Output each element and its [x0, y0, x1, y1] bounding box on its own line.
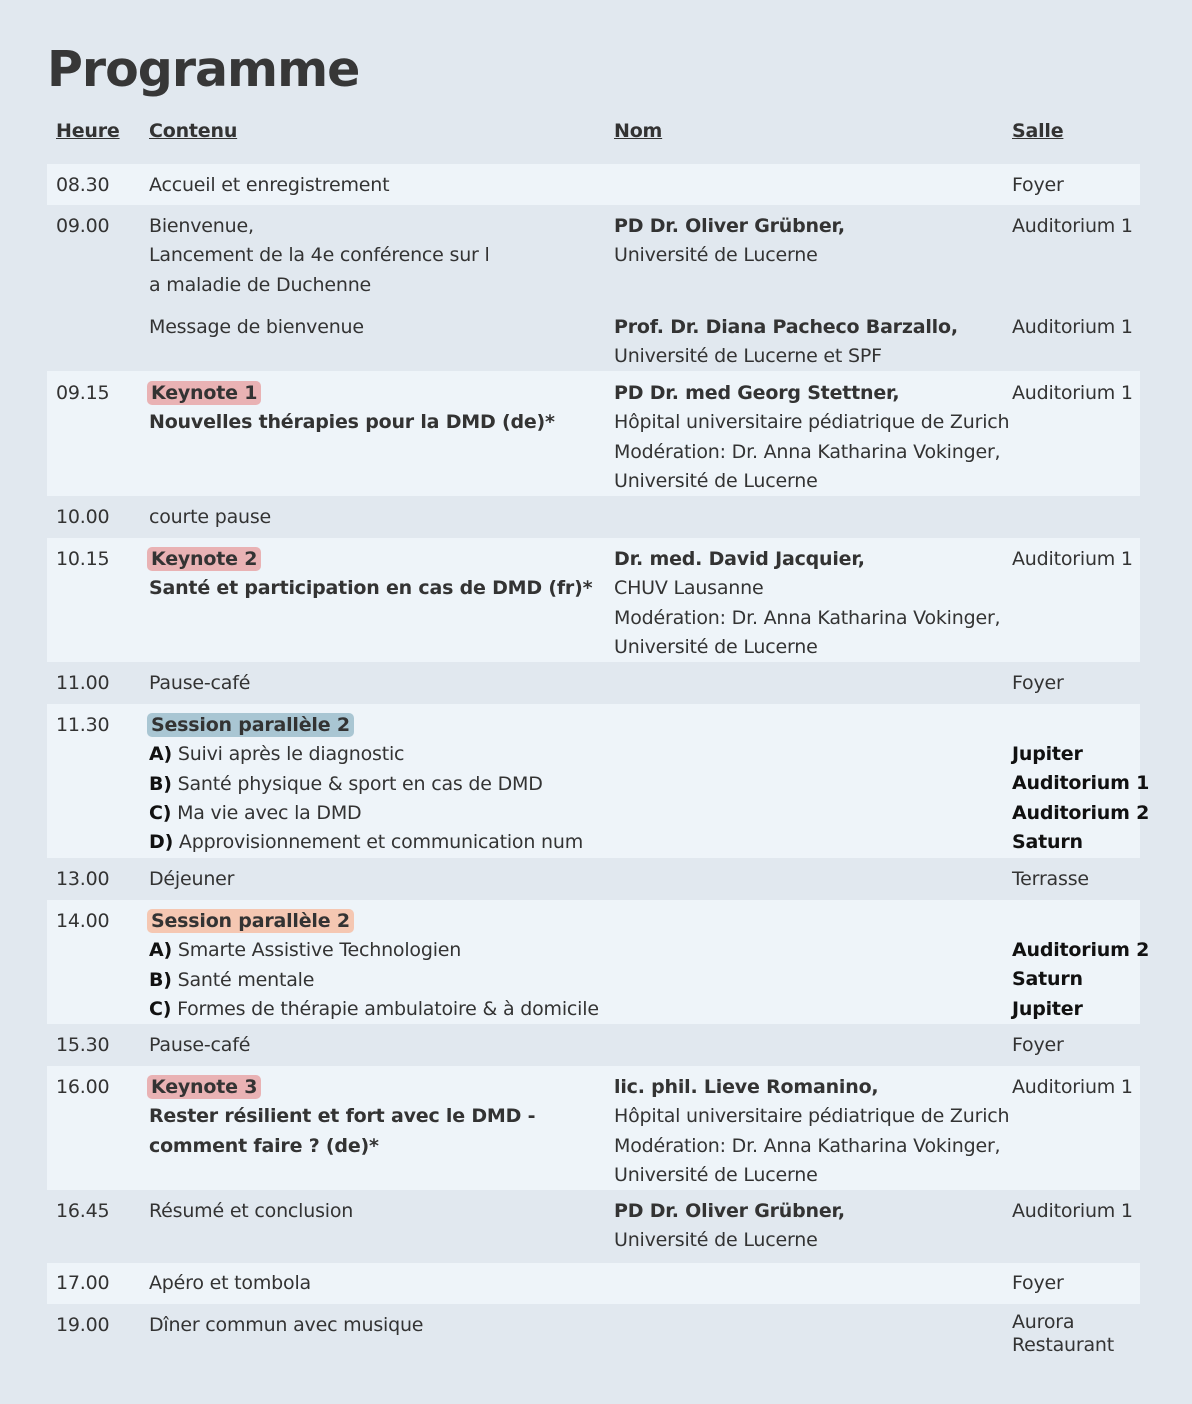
- table-row: [47, 205, 1140, 371]
- speaker: [614, 379, 1014, 496]
- speaker: [614, 1197, 1014, 1256]
- session-letter: C): [149, 801, 172, 824]
- content: courte pause: [149, 506, 272, 528]
- session-item: [149, 828, 589, 857]
- speaker-affiliation: Hôpital universitaire pédiatrique de Zurich: [614, 411, 1010, 434]
- session-letter: B): [149, 968, 172, 991]
- content: Apéro et tombola: [149, 1272, 311, 1294]
- talk-title: Nouvelles thérapies pour la DMD (de)*: [149, 411, 555, 434]
- content-line: Lancement de la 4e conférence sur l: [149, 244, 490, 267]
- content: [149, 711, 589, 857]
- table-row: [47, 900, 1150, 1024]
- session-letter: C): [149, 997, 172, 1020]
- table-row: [47, 1024, 1140, 1066]
- moderation: Modération: Dr. Anna Katharina Vokinger,: [614, 606, 1001, 629]
- table-row: [47, 662, 1140, 704]
- content: Déjeuner: [149, 868, 235, 890]
- session-topic: Suivi après le diagnostic: [177, 743, 405, 766]
- room: Terrasse: [1012, 868, 1089, 890]
- session-badge: Session parallèle 2: [147, 909, 354, 933]
- room: Auditorium 1: [1012, 316, 1133, 338]
- time: 14.00: [56, 910, 110, 932]
- speaker-name: PD Dr. Oliver Grübner,: [614, 1200, 845, 1222]
- table-row: [47, 164, 1140, 205]
- session-item: [149, 740, 589, 769]
- session-room: Auditorium 1: [1012, 772, 1150, 795]
- room: Foyer: [1012, 1034, 1064, 1056]
- session-letter: A): [149, 939, 172, 962]
- session-letter: A): [149, 743, 172, 766]
- time: 10.00: [56, 506, 110, 528]
- talk-title: Rester résilient et fort avec le DMD -: [149, 1105, 536, 1128]
- content: Résumé et conclusion: [149, 1200, 354, 1222]
- time: 11.00: [56, 672, 110, 694]
- moderation: Modération: Dr. Anna Katharina Vokinger,: [614, 1134, 1001, 1157]
- content-line: a maladie de Duchenne: [149, 273, 372, 296]
- time: 11.30: [56, 714, 110, 736]
- room: Foyer: [1012, 672, 1064, 694]
- speaker-affiliation: Hôpital universitaire pédiatrique de Zurich: [614, 1105, 1010, 1128]
- content: [149, 545, 593, 604]
- time: 16.45: [56, 1200, 110, 1222]
- session-topic: Ma vie avec la DMD: [177, 801, 362, 824]
- room: Auditorium 1: [1012, 548, 1133, 570]
- session-item: [149, 995, 599, 1024]
- table-row: [47, 1263, 1140, 1304]
- speaker-affiliation: CHUV Lausanne: [614, 577, 764, 600]
- speaker: [614, 1073, 1014, 1190]
- session-room: Jupiter: [1012, 997, 1083, 1020]
- speaker: [614, 313, 1014, 372]
- session-letter: D): [149, 831, 174, 854]
- session-room: Auditorium 2: [1012, 801, 1150, 824]
- speaker-affiliation: Université de Lucerne: [614, 1229, 818, 1252]
- content: [149, 379, 589, 438]
- table-row: [47, 858, 1140, 900]
- header-nom: Nom: [614, 120, 663, 142]
- room: Foyer: [1012, 1272, 1064, 1294]
- moderation: Modération: Dr. Anna Katharina Vokinger,: [614, 440, 1001, 463]
- table-row: [47, 1066, 1140, 1190]
- session-item: [149, 770, 589, 799]
- speaker-name: Dr. med. David Jacquier,: [614, 548, 865, 570]
- table-row: [47, 704, 1150, 858]
- content: Dîner commun avec musique: [149, 1314, 424, 1336]
- session-room: Auditorium 2: [1012, 939, 1150, 961]
- content: [149, 907, 599, 1024]
- room: Auditorium 1: [1012, 1076, 1133, 1098]
- room: [1012, 1311, 1137, 1357]
- moderation-affiliation: Université de Lucerne: [614, 1163, 818, 1186]
- header-contenu: Contenu: [149, 120, 238, 142]
- table-row: [47, 496, 1140, 538]
- session-topic: Santé mentale: [177, 968, 315, 991]
- room: Auditorium 1: [1012, 1200, 1133, 1222]
- session-item: [149, 936, 589, 965]
- session-badge: Session parallèle 2: [147, 713, 354, 737]
- session-topic: Approvisionnement et communication num: [178, 831, 584, 854]
- moderation-affiliation: Université de Lucerne: [614, 635, 818, 658]
- speaker-affiliation: Université de Lucerne et SPF: [614, 345, 882, 368]
- speaker-affiliation: Université de Lucerne: [614, 244, 818, 267]
- time: 08.30: [56, 174, 110, 196]
- session-topic: Formes de thérapie ambulatoire & à domicile: [177, 997, 599, 1020]
- speaker: [614, 545, 1014, 662]
- session-room: Saturn: [1012, 830, 1083, 853]
- content-line: Bienvenue,: [149, 215, 254, 237]
- time: 09.15: [56, 382, 110, 404]
- room: Auditorium 1: [1012, 215, 1133, 237]
- content: [149, 1073, 589, 1161]
- room-line: Restaurant: [1012, 1334, 1115, 1356]
- speaker: [614, 212, 1014, 271]
- content: [149, 212, 589, 300]
- session-room: Jupiter: [1012, 743, 1083, 765]
- time: 17.00: [56, 1272, 110, 1294]
- talk-title: comment faire ? (de)*: [149, 1134, 379, 1157]
- room: [1012, 740, 1150, 857]
- room: [1012, 936, 1150, 1024]
- time: 13.00: [56, 868, 110, 890]
- table-row: [47, 371, 1140, 496]
- keynote-badge: Keynote 3: [147, 1075, 261, 1099]
- time: 19.00: [56, 1314, 110, 1336]
- table-row: [47, 1304, 1140, 1394]
- time: 16.00: [56, 1076, 110, 1098]
- page-title: Programme: [47, 41, 360, 98]
- session-topic: Santé physique & sport en cas de DMD: [177, 772, 543, 795]
- table-row: [47, 1190, 1140, 1263]
- content: Pause-café: [149, 1034, 251, 1056]
- session-topic: Smarte Assistive Technologien: [177, 939, 462, 962]
- content: Message de bienvenue: [149, 316, 364, 338]
- speaker-name: PD Dr. Oliver Grübner,: [614, 215, 845, 237]
- table-row: [47, 538, 1140, 662]
- content: Pause-café: [149, 672, 251, 694]
- keynote-badge: Keynote 1: [147, 381, 261, 405]
- session-item: [149, 966, 589, 995]
- moderation-affiliation: Université de Lucerne: [614, 469, 818, 492]
- speaker-name: PD Dr. med Georg Stettner,: [614, 382, 900, 404]
- speaker-name: lic. phil. Lieve Romanino,: [614, 1076, 879, 1098]
- time: 09.00: [56, 215, 110, 237]
- time: 15.30: [56, 1034, 110, 1056]
- room: Auditorium 1: [1012, 382, 1133, 404]
- header-salle: Salle: [1012, 120, 1064, 142]
- header-heure: Heure: [56, 120, 120, 142]
- session-letter: B): [149, 772, 172, 795]
- room: Foyer: [1012, 174, 1064, 196]
- room-line: Aurora: [1012, 1311, 1075, 1333]
- content: Accueil et enregistrement: [149, 174, 390, 196]
- session-room: Saturn: [1012, 968, 1083, 991]
- session-item: [149, 799, 589, 828]
- talk-title: Santé et participation en cas de DMD (fr)*: [149, 577, 593, 600]
- speaker-name: Prof. Dr. Diana Pacheco Barzallo,: [614, 316, 958, 338]
- keynote-badge: Keynote 2: [147, 547, 261, 571]
- time: 10.15: [56, 548, 110, 570]
